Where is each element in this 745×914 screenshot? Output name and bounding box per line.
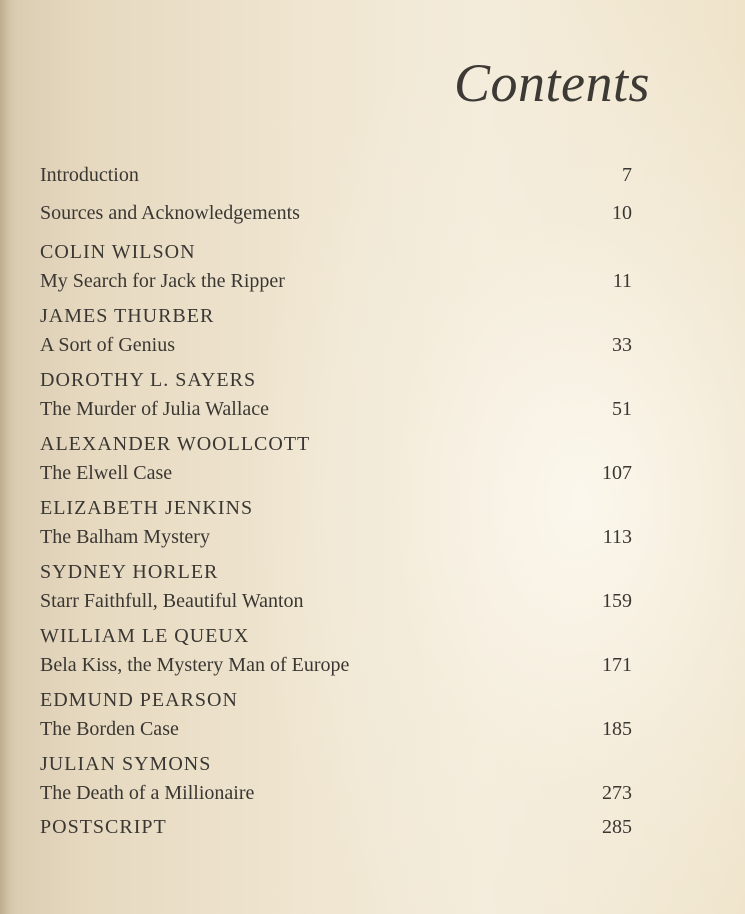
contents-title-text: Contents <box>453 53 650 113</box>
toc-work-title: The Death of a Millionaire <box>40 782 255 804</box>
toc-author: JAMES THURBER <box>40 305 215 327</box>
toc-page-number: 113 <box>602 526 632 548</box>
toc-page-number: 33 <box>612 334 632 356</box>
contents-title <box>0 52 650 114</box>
toc-page-number: 10 <box>612 202 632 224</box>
toc-entry-essay <box>40 556 632 616</box>
table-of-contents <box>40 160 632 850</box>
toc-entry-essay <box>40 620 632 680</box>
toc-author: COLIN WILSON <box>40 241 196 263</box>
toc-entry-essay <box>40 300 632 360</box>
toc-author: EDMUND PEARSON <box>40 689 238 711</box>
toc-entry-introduction <box>40 160 632 190</box>
toc-entry-label: POSTSCRIPT <box>40 816 167 838</box>
toc-work-title: The Elwell Case <box>40 462 173 484</box>
toc-author: ALEXANDER WOOLLCOTT <box>40 433 311 455</box>
toc-work-title: The Murder of Julia Wallace <box>40 398 270 420</box>
toc-page-number: 11 <box>612 270 632 292</box>
toc-author: DOROTHY L. SAYERS <box>40 369 257 391</box>
toc-page-number: 107 <box>602 462 632 484</box>
page-gutter-shadow <box>0 0 18 914</box>
toc-entry-sources <box>40 198 632 228</box>
toc-entry-essay <box>40 684 632 744</box>
toc-author: JULIAN SYMONS <box>40 753 212 775</box>
toc-entry-essay <box>40 748 632 808</box>
toc-page-number: 171 <box>602 654 632 676</box>
toc-page-number: 185 <box>602 718 632 740</box>
toc-entry-essay <box>40 492 632 552</box>
toc-entry-label: Sources and Acknowledgements <box>40 202 300 224</box>
toc-work-title: The Balham Mystery <box>40 526 210 548</box>
toc-work-title: The Borden Case <box>40 718 179 740</box>
toc-page-number: 285 <box>602 816 632 838</box>
toc-entry-essay <box>40 428 632 488</box>
toc-work-title: Starr Faithfull, Beautiful Wanton <box>40 590 304 612</box>
toc-entry-essay <box>40 364 632 424</box>
toc-page-number: 51 <box>612 398 632 420</box>
toc-page-number: 159 <box>602 590 632 612</box>
toc-entry-label: Introduction <box>40 164 139 186</box>
toc-page-number: 273 <box>602 782 632 804</box>
toc-entry-postscript <box>40 812 632 842</box>
toc-page-number: 7 <box>622 164 632 186</box>
toc-work-title: A Sort of Genius <box>40 334 175 356</box>
toc-author: SYDNEY HORLER <box>40 561 219 583</box>
toc-author: WILLIAM LE QUEUX <box>40 625 250 647</box>
toc-author: ELIZABETH JENKINS <box>40 497 254 519</box>
toc-entry-essay <box>40 236 632 296</box>
toc-work-title: Bela Kiss, the Mystery Man of Europe <box>40 654 350 676</box>
toc-work-title: My Search for Jack the Ripper <box>40 270 285 292</box>
